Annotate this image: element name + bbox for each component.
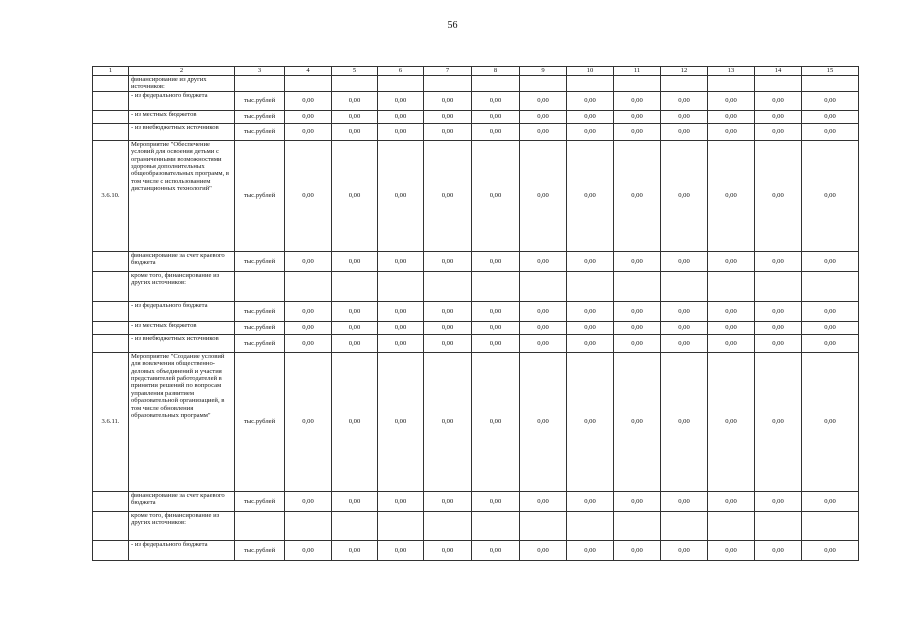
row-unit: тыс.рублей [235, 123, 285, 140]
row-value: 0,00 [755, 110, 802, 123]
row-value [424, 76, 472, 92]
row-value: 0,00 [285, 352, 332, 491]
row-code [93, 301, 129, 321]
row-value: 0,00 [755, 352, 802, 491]
row-unit: тыс.рублей [235, 110, 285, 123]
row-value: 0,00 [661, 321, 708, 334]
row-description: - из федерального бюджета [129, 91, 235, 110]
row-value: 0,00 [332, 110, 378, 123]
row-value: 0,00 [424, 110, 472, 123]
row-value: 0,00 [378, 301, 424, 321]
row-value: 0,00 [802, 123, 859, 140]
row-code [93, 511, 129, 540]
row-value: 0,00 [614, 123, 661, 140]
row-value: 0,00 [708, 334, 755, 352]
row-value [661, 511, 708, 540]
row-value [472, 271, 520, 301]
row-code [93, 110, 129, 123]
row-value [708, 271, 755, 301]
row-value: 0,00 [378, 491, 424, 511]
row-value: 0,00 [755, 301, 802, 321]
row-unit: тыс.рублей [235, 491, 285, 511]
column-header: 14 [755, 67, 802, 76]
row-value: 0,00 [708, 352, 755, 491]
row-value: 0,00 [472, 334, 520, 352]
row-unit: тыс.рублей [235, 301, 285, 321]
row-value: 0,00 [472, 251, 520, 271]
table-row [93, 91, 859, 110]
row-value: 0,00 [472, 123, 520, 140]
row-value: 0,00 [661, 491, 708, 511]
row-value: 0,00 [755, 334, 802, 352]
row-unit: тыс.рублей [235, 91, 285, 110]
row-value: 0,00 [567, 140, 614, 251]
row-value [802, 511, 859, 540]
row-value: 0,00 [472, 110, 520, 123]
row-value: 0,00 [424, 540, 472, 560]
row-value: 0,00 [378, 110, 424, 123]
row-value: 0,00 [567, 301, 614, 321]
row-value [614, 511, 661, 540]
row-value: 0,00 [378, 321, 424, 334]
table-row [93, 334, 859, 352]
row-unit: тыс.рублей [235, 352, 285, 491]
row-value: 0,00 [472, 140, 520, 251]
row-value: 0,00 [567, 321, 614, 334]
row-value [472, 76, 520, 92]
column-header: 13 [708, 67, 755, 76]
row-value: 0,00 [661, 301, 708, 321]
row-value: 0,00 [424, 123, 472, 140]
row-value: 0,00 [332, 491, 378, 511]
row-value: 0,00 [332, 540, 378, 560]
row-description: Мероприятие "Обеспечение условий для освоения детьми с ограниченными возможностями здоровья дополнительных общеобразовательных программ, в том числе с использованием дистанционных технологий" [129, 140, 235, 251]
row-value [520, 76, 567, 92]
row-value: 0,00 [802, 334, 859, 352]
row-description: Мероприятие "Создание условий для вовлечения общественно-деловых объединений и участия представителей работодателей в принятии решений по вопросам управления развитием образовательной организацией, в том числе обновления образовательных программ" [129, 352, 235, 491]
row-value: 0,00 [567, 334, 614, 352]
row-code [93, 123, 129, 140]
row-value: 0,00 [661, 123, 708, 140]
row-value: 0,00 [285, 540, 332, 560]
column-header: 8 [472, 67, 520, 76]
row-description: - из местных бюджетов [129, 110, 235, 123]
row-value: 0,00 [567, 251, 614, 271]
row-code [93, 76, 129, 92]
row-value: 0,00 [378, 352, 424, 491]
row-value [332, 271, 378, 301]
row-value: 0,00 [802, 251, 859, 271]
table-header-row [93, 67, 859, 76]
row-value [285, 511, 332, 540]
row-code [93, 91, 129, 110]
table-row [93, 352, 859, 491]
row-value: 0,00 [520, 140, 567, 251]
row-description: - из федерального бюджета [129, 540, 235, 560]
row-value: 0,00 [661, 110, 708, 123]
row-value: 0,00 [614, 540, 661, 560]
row-unit: тыс.рублей [235, 334, 285, 352]
column-header: 15 [802, 67, 859, 76]
row-value: 0,00 [567, 123, 614, 140]
row-value: 0,00 [614, 301, 661, 321]
row-description: финансирование за счет краевого бюджета [129, 251, 235, 271]
row-value: 0,00 [332, 123, 378, 140]
row-value: 0,00 [332, 352, 378, 491]
row-value: 0,00 [567, 110, 614, 123]
row-code [93, 540, 129, 560]
row-value: 0,00 [661, 352, 708, 491]
row-unit: тыс.рублей [235, 140, 285, 251]
table-row [93, 321, 859, 334]
row-code [93, 491, 129, 511]
row-value: 0,00 [755, 123, 802, 140]
row-value: 0,00 [285, 491, 332, 511]
row-value [424, 271, 472, 301]
row-value: 0,00 [520, 321, 567, 334]
row-code [93, 271, 129, 301]
row-value [332, 76, 378, 92]
row-value: 0,00 [520, 540, 567, 560]
row-value: 0,00 [614, 352, 661, 491]
budget-table [92, 66, 859, 561]
row-value: 0,00 [285, 140, 332, 251]
row-value [424, 511, 472, 540]
row-value: 0,00 [520, 301, 567, 321]
row-value: 0,00 [708, 540, 755, 560]
row-value: 0,00 [708, 140, 755, 251]
row-value: 0,00 [755, 91, 802, 110]
table-row [93, 271, 859, 301]
row-value [567, 511, 614, 540]
row-unit [235, 271, 285, 301]
row-value [802, 271, 859, 301]
row-value: 0,00 [378, 540, 424, 560]
row-description: финансирование за счет краевого бюджета [129, 491, 235, 511]
page-number: 56 [447, 20, 458, 31]
row-value: 0,00 [661, 91, 708, 110]
row-value: 0,00 [614, 491, 661, 511]
row-value: 0,00 [285, 251, 332, 271]
row-value: 0,00 [332, 251, 378, 271]
row-description: - из местных бюджетов [129, 321, 235, 334]
row-value: 0,00 [472, 321, 520, 334]
row-value [285, 271, 332, 301]
row-value [567, 76, 614, 92]
row-description: - из внебюджетных источников [129, 123, 235, 140]
row-value: 0,00 [802, 301, 859, 321]
row-value: 0,00 [708, 301, 755, 321]
row-value [520, 511, 567, 540]
row-value [614, 271, 661, 301]
row-value: 0,00 [378, 251, 424, 271]
row-value: 0,00 [424, 352, 472, 491]
row-value: 0,00 [802, 491, 859, 511]
row-value: 0,00 [708, 91, 755, 110]
row-value: 0,00 [802, 321, 859, 334]
row-value [378, 76, 424, 92]
row-value [661, 76, 708, 92]
table-row [93, 251, 859, 271]
row-value: 0,00 [285, 334, 332, 352]
table-row [93, 140, 859, 251]
row-value: 0,00 [332, 140, 378, 251]
row-value: 0,00 [378, 334, 424, 352]
table-row [93, 110, 859, 123]
row-unit [235, 511, 285, 540]
row-value: 0,00 [755, 540, 802, 560]
row-value: 0,00 [285, 91, 332, 110]
row-value: 0,00 [424, 91, 472, 110]
row-value: 0,00 [285, 301, 332, 321]
table-row [93, 76, 859, 92]
row-value: 0,00 [567, 352, 614, 491]
row-value: 0,00 [708, 123, 755, 140]
row-value: 0,00 [332, 301, 378, 321]
row-description: финансирование из других источников: [129, 76, 235, 92]
column-header: 6 [378, 67, 424, 76]
row-value: 0,00 [472, 301, 520, 321]
row-value: 0,00 [520, 352, 567, 491]
row-value [708, 76, 755, 92]
row-value: 0,00 [332, 91, 378, 110]
table-row [93, 491, 859, 511]
row-value: 0,00 [755, 251, 802, 271]
row-value: 0,00 [614, 321, 661, 334]
row-value [285, 76, 332, 92]
row-value: 0,00 [285, 110, 332, 123]
row-value: 0,00 [285, 321, 332, 334]
row-value [802, 76, 859, 92]
row-value: 0,00 [708, 110, 755, 123]
row-value: 0,00 [520, 91, 567, 110]
row-value: 0,00 [708, 251, 755, 271]
row-value: 0,00 [424, 301, 472, 321]
row-value: 0,00 [332, 321, 378, 334]
row-value: 0,00 [378, 140, 424, 251]
row-value [567, 271, 614, 301]
row-value [472, 511, 520, 540]
row-value: 0,00 [424, 251, 472, 271]
row-value [614, 76, 661, 92]
row-value: 0,00 [614, 334, 661, 352]
row-description: - из федерального бюджета [129, 301, 235, 321]
row-value [755, 76, 802, 92]
row-value: 0,00 [567, 491, 614, 511]
row-value: 0,00 [520, 334, 567, 352]
row-value: 0,00 [424, 491, 472, 511]
column-header: 3 [235, 67, 285, 76]
row-value [378, 271, 424, 301]
row-value [332, 511, 378, 540]
row-description: - из внебюджетных источников [129, 334, 235, 352]
row-value: 0,00 [472, 540, 520, 560]
table-row [93, 511, 859, 540]
row-value: 0,00 [520, 123, 567, 140]
row-value: 0,00 [755, 140, 802, 251]
row-value: 0,00 [614, 110, 661, 123]
row-code: 3.6.11. [93, 352, 129, 491]
row-value: 0,00 [708, 491, 755, 511]
row-value: 0,00 [614, 140, 661, 251]
column-header: 10 [567, 67, 614, 76]
row-value [520, 271, 567, 301]
row-value: 0,00 [424, 140, 472, 251]
row-code [93, 321, 129, 334]
column-header: 5 [332, 67, 378, 76]
row-value: 0,00 [332, 334, 378, 352]
row-value: 0,00 [424, 334, 472, 352]
row-value: 0,00 [802, 91, 859, 110]
row-value: 0,00 [378, 91, 424, 110]
row-value: 0,00 [661, 334, 708, 352]
column-header: 11 [614, 67, 661, 76]
column-header: 7 [424, 67, 472, 76]
row-value: 0,00 [802, 110, 859, 123]
row-value: 0,00 [614, 91, 661, 110]
row-value: 0,00 [661, 251, 708, 271]
row-value: 0,00 [567, 91, 614, 110]
row-value [661, 271, 708, 301]
row-code [93, 334, 129, 352]
row-value: 0,00 [661, 540, 708, 560]
row-value: 0,00 [802, 140, 859, 251]
column-header: 9 [520, 67, 567, 76]
row-value: 0,00 [755, 321, 802, 334]
row-value: 0,00 [755, 491, 802, 511]
row-value: 0,00 [472, 91, 520, 110]
column-header: 2 [129, 67, 235, 76]
row-unit: тыс.рублей [235, 540, 285, 560]
row-value [755, 511, 802, 540]
column-header: 4 [285, 67, 332, 76]
row-unit: тыс.рублей [235, 251, 285, 271]
row-description: кроме того, финансирование из других источников: [129, 271, 235, 301]
row-value [708, 511, 755, 540]
table-row [93, 540, 859, 560]
table-row [93, 123, 859, 140]
row-value: 0,00 [378, 123, 424, 140]
row-value [378, 511, 424, 540]
row-value: 0,00 [567, 540, 614, 560]
row-unit: тыс.рублей [235, 321, 285, 334]
row-value [755, 271, 802, 301]
row-description: кроме того, финансирование из других источников: [129, 511, 235, 540]
row-value: 0,00 [614, 251, 661, 271]
row-value: 0,00 [520, 251, 567, 271]
row-unit [235, 76, 285, 92]
row-value: 0,00 [520, 491, 567, 511]
row-value: 0,00 [708, 321, 755, 334]
table-row [93, 301, 859, 321]
row-value: 0,00 [802, 352, 859, 491]
row-value: 0,00 [802, 540, 859, 560]
row-value: 0,00 [661, 140, 708, 251]
row-code [93, 251, 129, 271]
column-header: 1 [93, 67, 129, 76]
row-value: 0,00 [472, 352, 520, 491]
column-header: 12 [661, 67, 708, 76]
row-value: 0,00 [424, 321, 472, 334]
row-code: 3.6.10. [93, 140, 129, 251]
row-value: 0,00 [472, 491, 520, 511]
row-value: 0,00 [285, 123, 332, 140]
row-value: 0,00 [520, 110, 567, 123]
